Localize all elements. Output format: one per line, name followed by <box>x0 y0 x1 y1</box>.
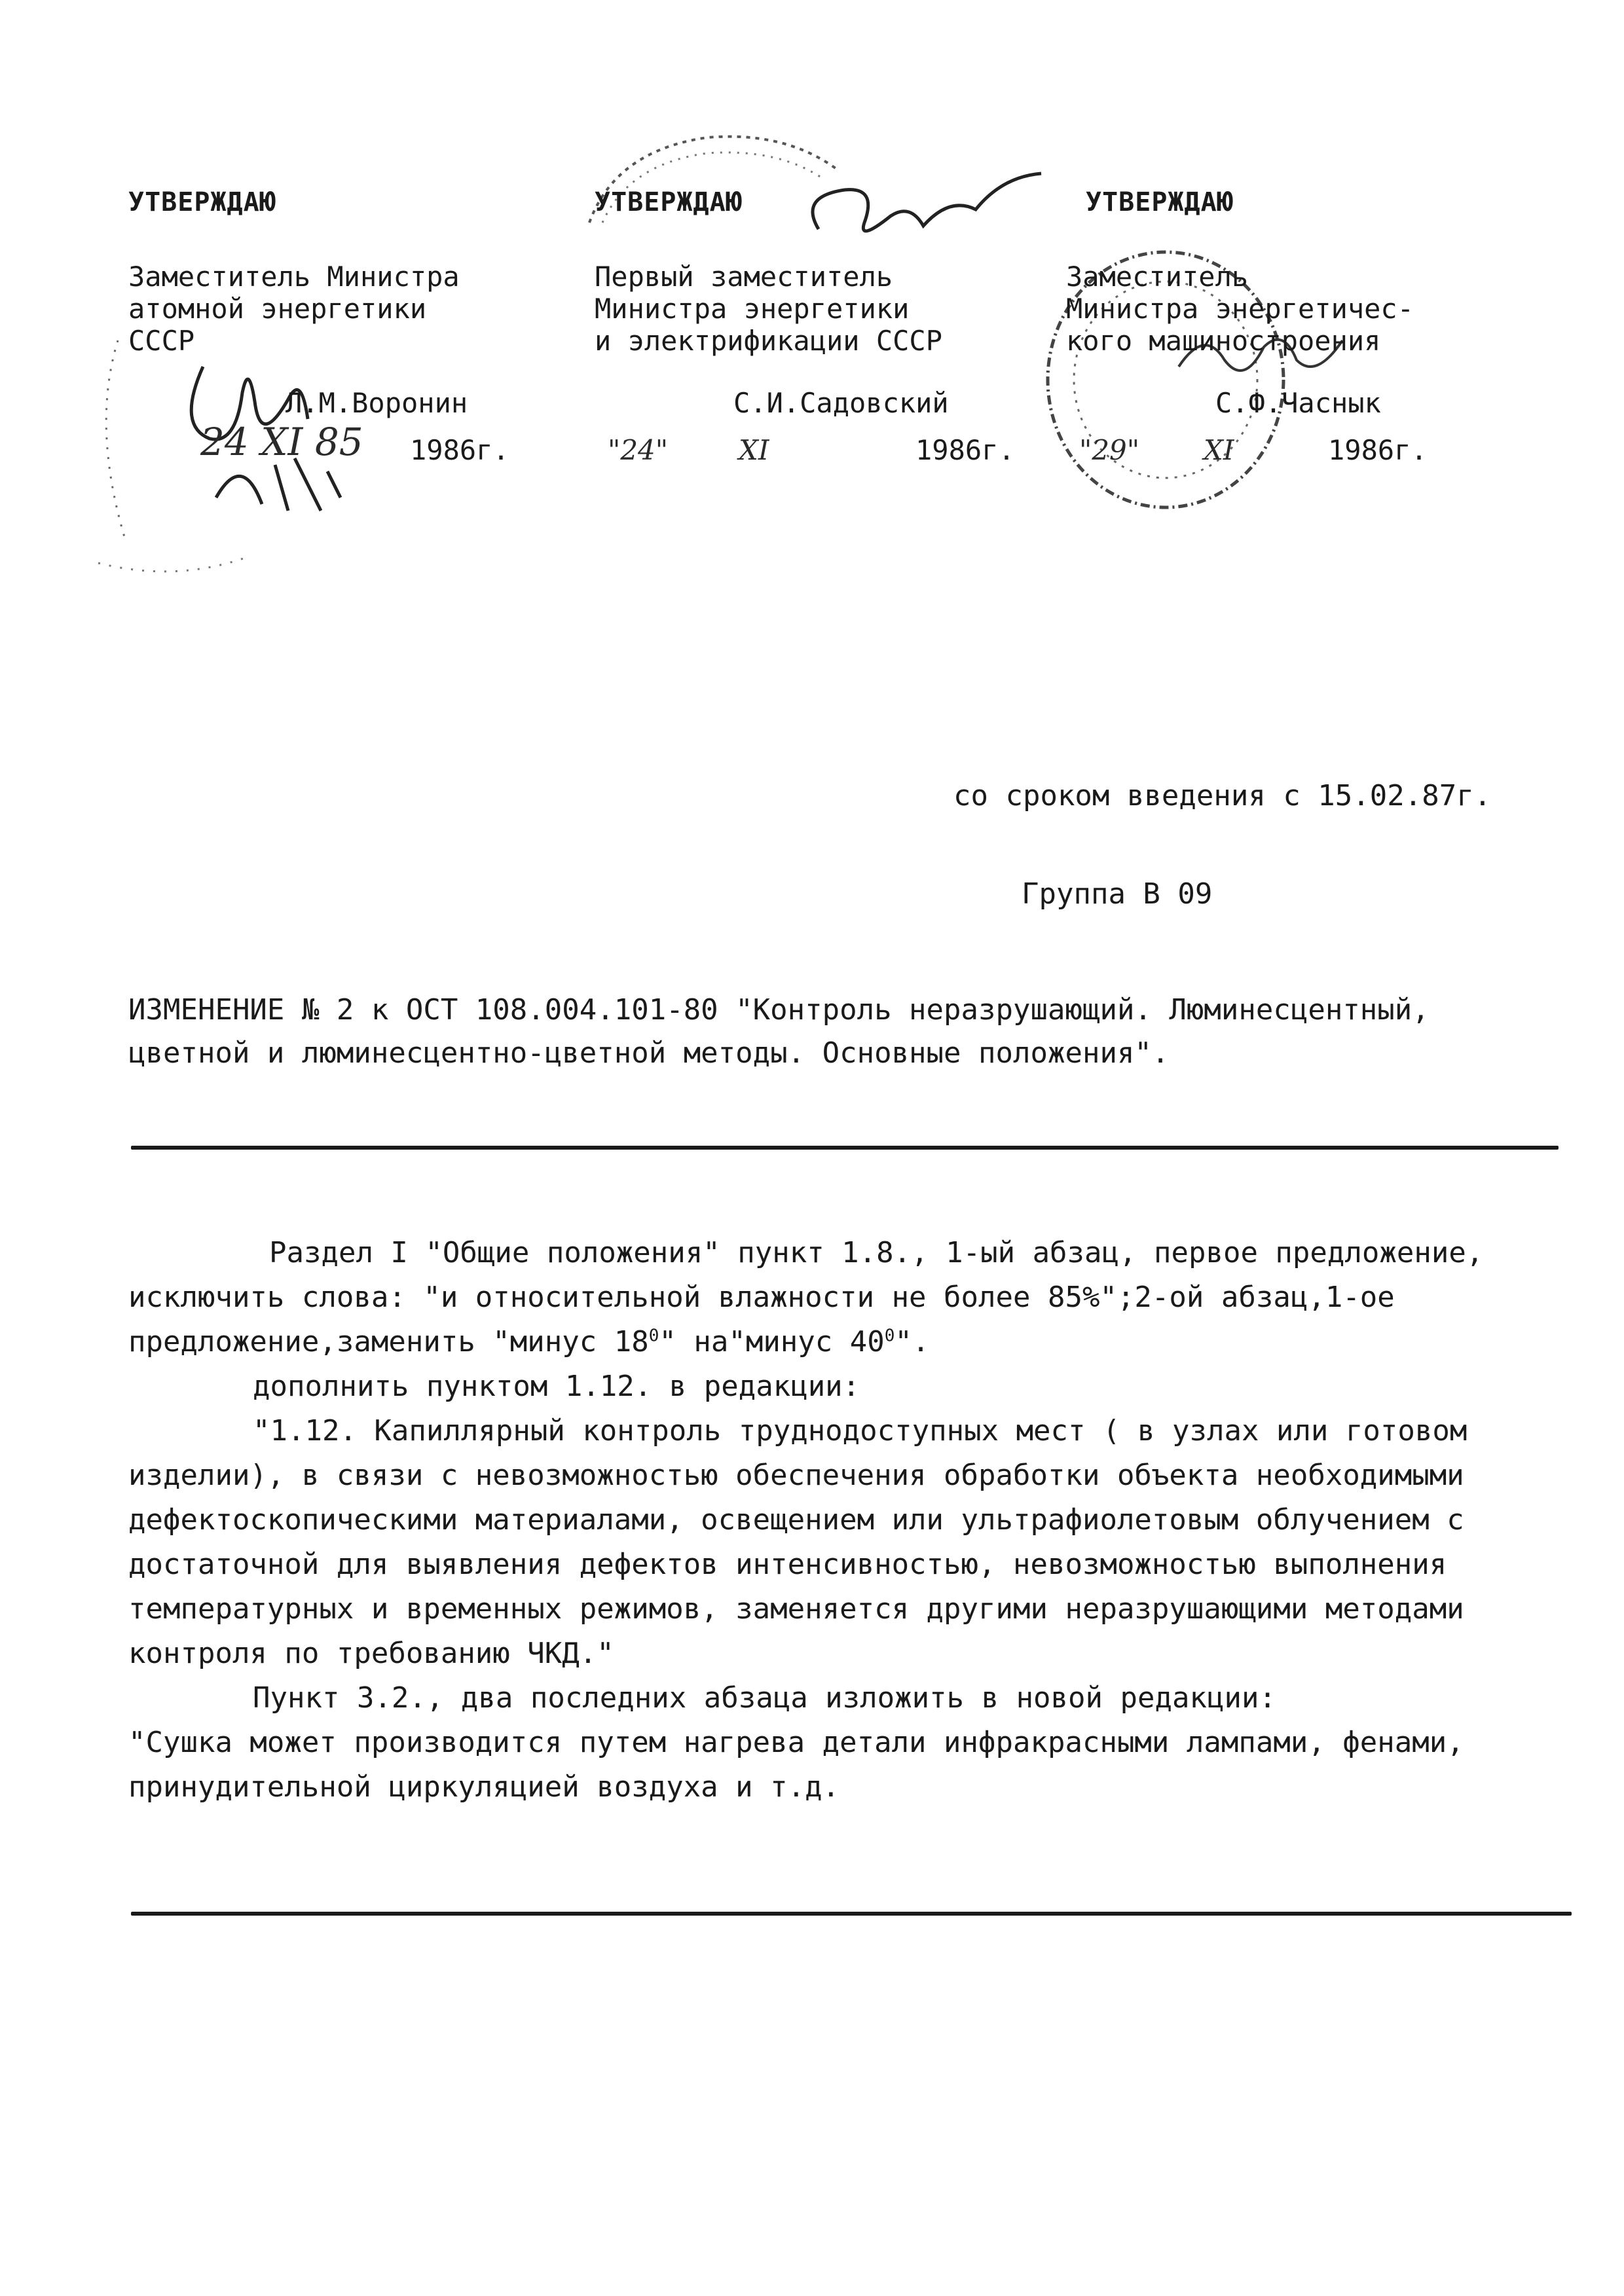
handwritten-month: XI <box>1204 434 1234 466</box>
body-paragraph: дополнить пунктом 1.12. в редакции: <box>253 1370 860 1403</box>
approval-position-line: и электрификации СССР <box>595 325 943 357</box>
handwritten-day: "29" <box>1079 434 1140 466</box>
approval-year: 1986г. <box>1328 434 1428 466</box>
approval-block-1 <box>128 187 547 473</box>
body-paragraph: "Сушка может производится путем нагрева детали инфракрасными лампами, фенами, принудительной циркуляцией воздуха и т.д. <box>128 1726 1464 1804</box>
degree-mark: 0 <box>884 1326 895 1346</box>
approval-position-line: атомной энергетики <box>128 293 427 325</box>
approval-year: 1986г. <box>410 434 509 466</box>
handwritten-date: 24 XI 85 <box>200 420 363 464</box>
approval-block-2 <box>595 187 1053 473</box>
approval-heading: УТВЕРЖДАЮ <box>128 187 276 217</box>
approval-block-3 <box>1066 187 1524 473</box>
approval-year: 1986г. <box>915 434 1015 466</box>
approver-name: Л.М.Воронин <box>286 387 468 419</box>
document-body <box>128 1231 1569 1810</box>
divider <box>131 1912 1572 1916</box>
approver-name: С.И.Садовский <box>733 387 949 419</box>
approval-heading: УТВЕРЖДАЮ <box>1086 187 1234 217</box>
degree-mark: 0 <box>648 1326 659 1346</box>
body-paragraph: "1.12. Капиллярный контроль труднодоступных мест ( в узлах или готовом изделии), в связи с невозможностью обеспечения обработки объекта необходимыми дефектоскопическими материалами, освещением или ультрафиолетовым облучением с достаточной для выявления дефектов интенсивностью, невозможностью выполнения температурных и временных режимов, заменяется другими неразрушающими методами контроля по требованию ЧКД." <box>128 1414 1467 1670</box>
approval-position-line: Заместитель <box>1066 261 1249 293</box>
body-paragraph: Раздел I "Общие положения" пункт 1.8., 1-ый абзац, первое предложение, исключить слова: "и относительной влажности не более 85%";2-ой абзац,1-ое предложение,заменить "минус $18^0$" на"минус $40^0$". <box>128 1236 1484 1358</box>
effective-date: со сроком введения с 15.02.87г. <box>953 779 1492 812</box>
approval-position-line: Министра энергетики <box>595 293 910 325</box>
group-code: Группа В 09 <box>1022 877 1213 911</box>
approval-position-line: кого машиностроения <box>1066 325 1381 357</box>
approval-position-line: Министра энергетичес- <box>1066 293 1414 325</box>
approval-position-line: СССР <box>128 325 195 357</box>
approval-heading: УТВЕРЖДАЮ <box>595 187 743 217</box>
handwritten-month: XI <box>739 434 769 466</box>
divider <box>131 1146 1559 1150</box>
approval-position-line: Первый заместитель <box>595 261 893 293</box>
body-paragraph: Пункт 3.2., два последних абзаца изложить в новой редакции: <box>253 1681 1276 1715</box>
approval-position-line: Заместитель Министра <box>128 261 460 293</box>
document-title: ИЗМЕНЕНИЕ № 2 к ОСТ 108.004.101-80 "Контроль неразрушающий. Люминесцентный, цветной и люминесцентно-цветной методы. Основные положения". <box>128 993 1430 1070</box>
handwritten-day: "24" <box>608 434 669 466</box>
approver-name: С.Ф.Часнык <box>1215 387 1381 419</box>
